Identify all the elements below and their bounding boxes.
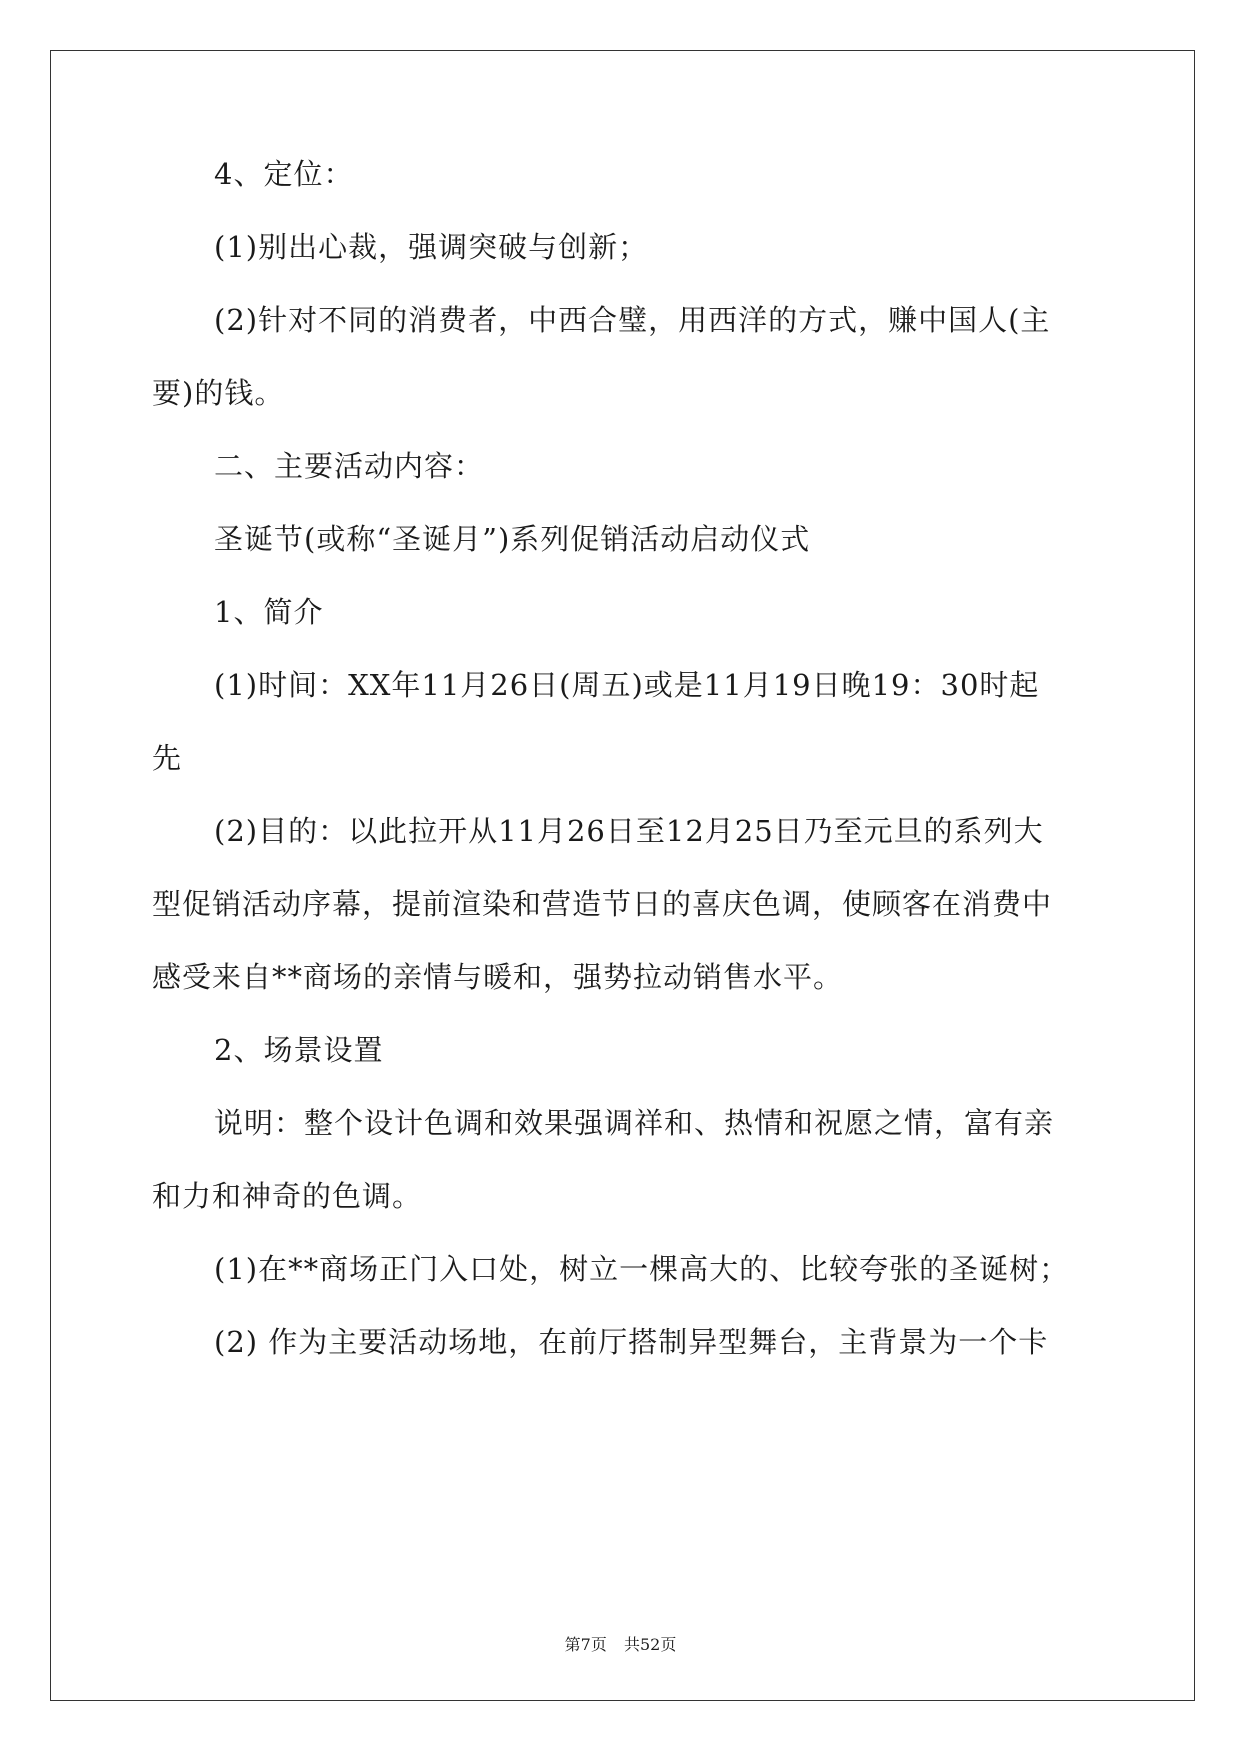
text-line: 先 [152,741,183,775]
text-line: (1)在**商场正门入口处，树立一棵高大的、比较夸张的圣诞树； [214,1252,1070,1286]
section-heading: 二、主要活动内容： [214,449,485,483]
total-pages: 共52页 [623,1635,677,1654]
text-line: (2)针对不同的消费者，中西合璧，用西洋的方式，赚中国人(主 [214,303,1051,337]
text-line: 4、定位： [214,157,354,191]
text-line: 感受来自**商场的亲情与暖和，强势拉动销售水平。 [152,960,844,994]
subsection-heading: 1、简介 [214,595,324,629]
page-footer [0,1632,1241,1655]
text-line: 说明：整个设计色调和效果强调祥和、热情和祝愿之情，富有亲 [214,1106,1055,1140]
text-line: (2) 作为主要活动场地，在前厅搭制异型舞台，主背景为一个卡 [214,1325,1049,1359]
text-line: (1)别出心裁，强调突破与创新； [214,230,649,264]
text-line: 型促销活动序幕，提前渲染和营造节日的喜庆色调，使顾客在消费中 [152,887,1053,921]
text-line: 圣诞节(或称“圣诞月”)系列促销活动启动仪式 [214,522,811,556]
page-number: 第7页 [564,1635,607,1654]
subsection-heading: 2、场景设置 [214,1033,384,1067]
text-line: (2)目的：以此拉开从11月26日至12月25日乃至元旦的系列大 [214,814,1044,848]
text-line: 和力和神奇的色调。 [152,1179,423,1213]
page-border [50,50,1195,1701]
text-line: 要)的钱。 [152,376,285,410]
text-line: (1)时间：XX年11月26日(周五)或是11月19日晚19：30时起 [214,668,1040,702]
